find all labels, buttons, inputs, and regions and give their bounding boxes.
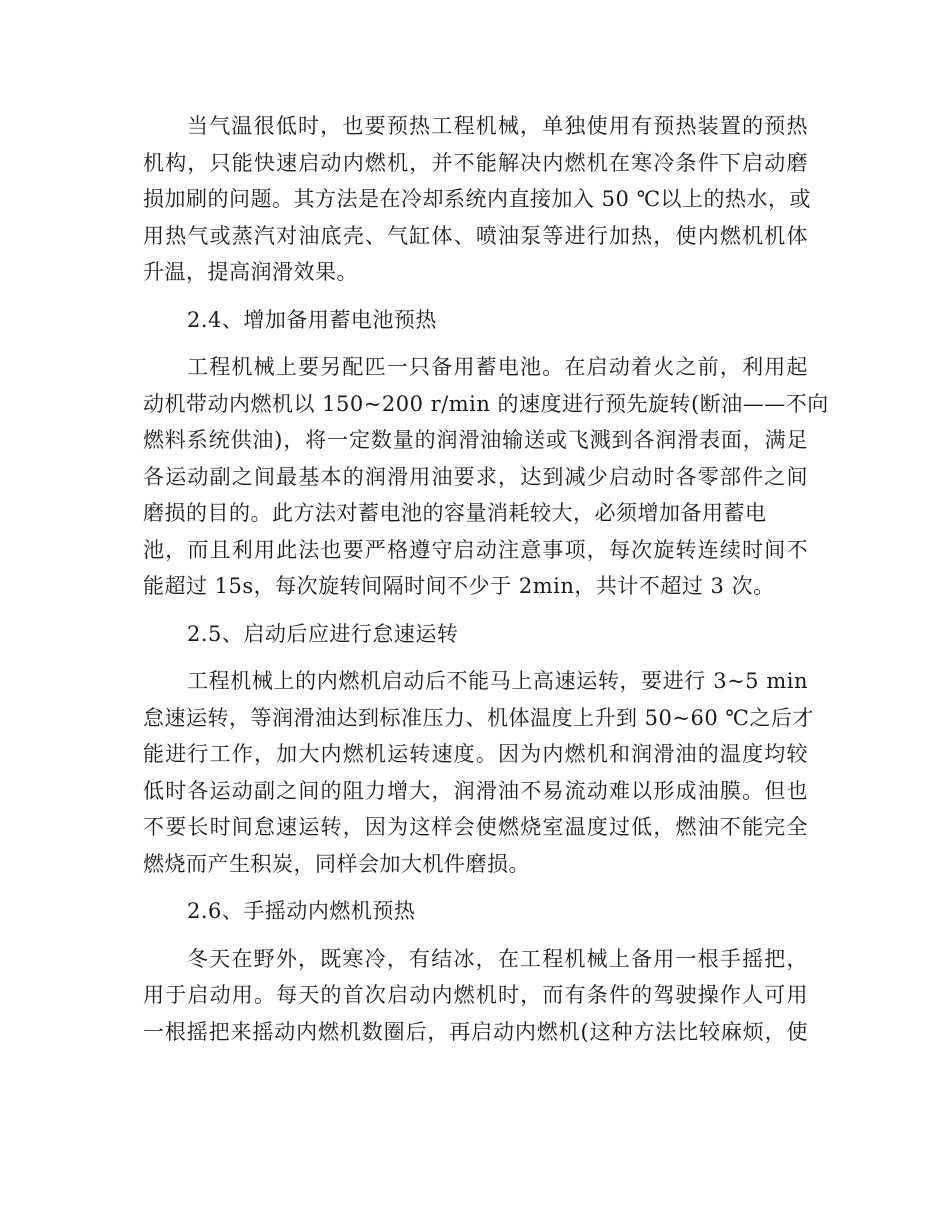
- text-line: 怠速运转，等润滑油达到标准压力、机体温度上升到 50~60 ℃之后才: [143, 705, 814, 730]
- text-line: 动机带动内燃机以 150~200 r/min 的速度进行预先旋转(断油——不向: [143, 391, 829, 416]
- text-line: 各运动副之间最基本的润滑用油要求，达到减少启动时各零部件之间: [143, 464, 808, 489]
- text-line: 工程机械上要另配匹一只备用蓄电池。在启动着火之前，利用起: [187, 355, 808, 379]
- text-line: 不要长时间怠速运转，因为这样会使燃烧室温度过低，燃油不能完全: [143, 815, 808, 839]
- text-line: 能超过 15s，每次旋转间隔时间不少于 2min，共计不超过 3 次。: [143, 574, 775, 598]
- text-line: 燃料系统供油)，将一定数量的润滑油输送或飞溅到各润滑表面，满足: [143, 428, 808, 452]
- section-heading-2-6: [143, 893, 808, 930]
- text-line: 用于启动用。每天的首次启动内燃机时，而有条件的驾驶操作人可用: [143, 983, 808, 1007]
- text-line: 池，而且利用此法也要严格遵守启动注意事项，每次旋转连续时间不: [143, 537, 808, 562]
- section-heading-2-5: [143, 616, 808, 653]
- text-line: 一根摇把来摇动内燃机数圈后，再启动内燃机(这种方法比较麻烦，使: [143, 1019, 808, 1044]
- heading-text: 2.6、手摇动内燃机预热: [187, 899, 416, 923]
- paragraph-backup-battery: [143, 349, 829, 605]
- text-line: 用热气或蒸汽对油底壳、气缸体、喷油泵等进行加热，使内燃机机体: [143, 223, 808, 248]
- text-line: 冬天在野外，既寒冷，有结冰，在工程机械上备用一根手摇把，: [187, 946, 808, 971]
- text-line: 工程机械上的内燃机启动后不能马上高速运转，要进行 3~5 min: [187, 669, 808, 693]
- heading-text: 2.4、增加备用蓄电池预热: [187, 307, 437, 332]
- text-line: 燃烧而产生积炭，同样会加大机件磨损。: [143, 851, 530, 876]
- paragraph-idle-running: [143, 663, 814, 882]
- paragraph-hand-crank: [143, 941, 808, 1051]
- heading-text: 2.5、启动后应进行怠速运转: [187, 621, 459, 646]
- text-line: 磨损的目的。此方法对蓄电池的容量消耗较大，必须增加备用蓄电: [143, 501, 767, 525]
- text-line: 机构，只能快速启动内燃机，并不能解决内燃机在寒冷条件下启动磨: [143, 150, 808, 175]
- paragraph-preheat-intro: [143, 108, 812, 291]
- text-line: 损加刷的问题。其方法是在冷却系统内直接加入 50 ℃以上的热水，或: [143, 187, 812, 211]
- section-heading-2-4: [143, 302, 808, 339]
- document-page: [143, 108, 829, 1061]
- text-line: 当气温很低时，也要预热工程机械，单独使用有预热装置的预热: [187, 114, 808, 138]
- text-line: 能进行工作，加大内燃机运转速度。因为内燃机和润滑油的温度均较: [143, 742, 808, 766]
- text-line: 低时各运动副之间的阻力增大，润滑油不易流动难以形成油膜。但也: [143, 778, 808, 803]
- text-line: 升温，提高润滑效果。: [143, 260, 358, 284]
